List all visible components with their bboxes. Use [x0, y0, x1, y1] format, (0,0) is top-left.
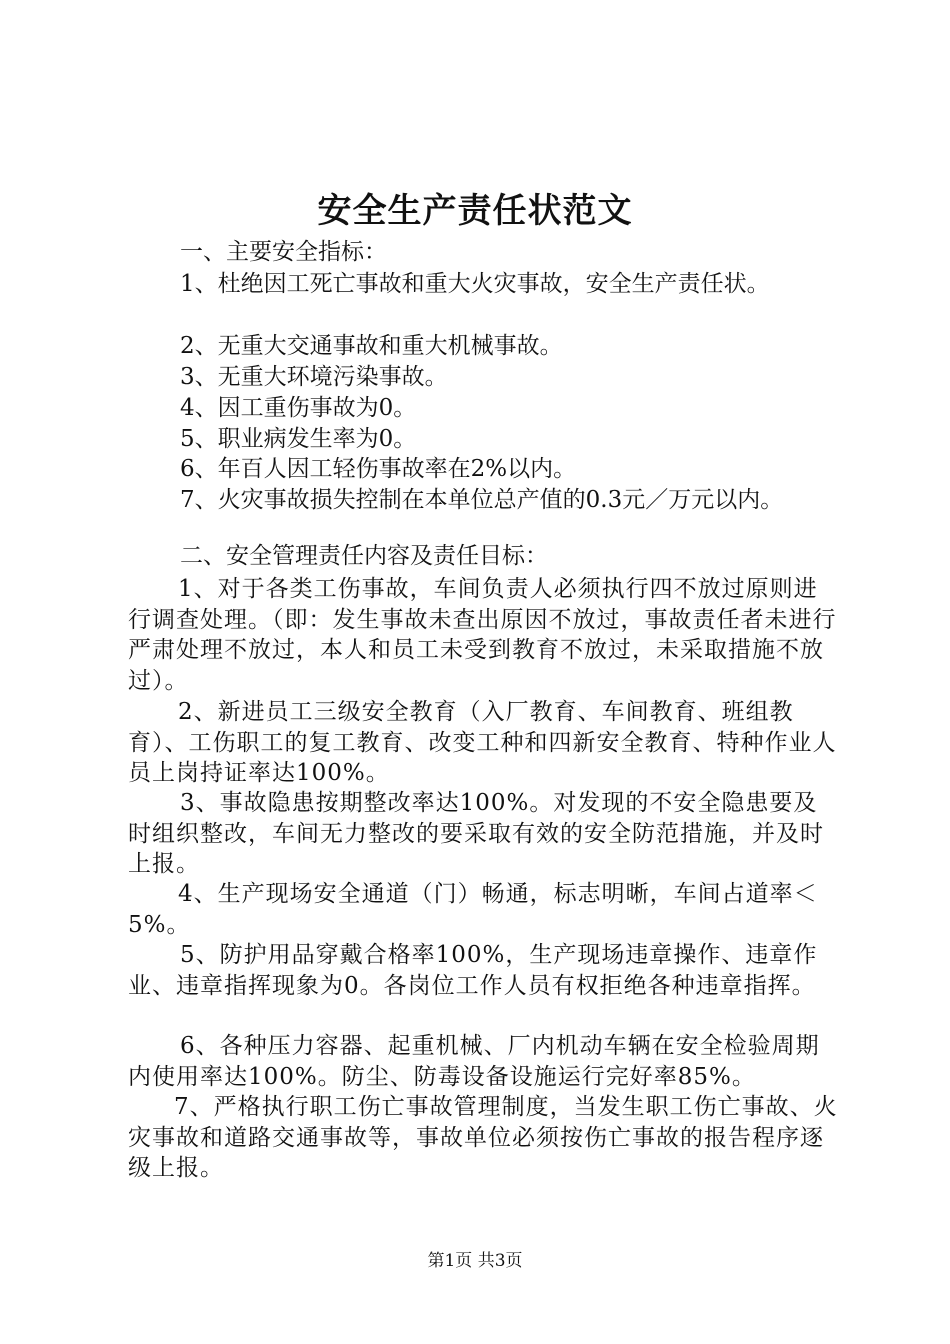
- section-heading-1: 一、主要安全指标：: [180, 239, 387, 265]
- document-title: 安全生产责任状范文: [317, 191, 633, 231]
- page-number: 第1页 共3页: [427, 1251, 523, 1271]
- section-heading-2: 二、安全管理责任内容及责任目标：: [180, 543, 548, 569]
- indicator-item: 3、无重大环境污染事故。: [180, 364, 448, 390]
- indicator-item: 4、因工重伤事故为0。: [180, 395, 417, 421]
- indicator-item: 5、职业病发生率为0。: [180, 426, 417, 452]
- responsibility-paragraph: 3、事故隐患按期整改率达100%。对发现的不安全隐患要及时组织整改，车间无力整改的要采取有效的安全防范措施，并及时上报。: [128, 790, 824, 877]
- indicator-item: 2、无重大交通事故和重大机械事故。: [180, 333, 563, 359]
- indicator-item: 7、火灾事故损失控制在本单位总产值的0.3元／万元以内。: [180, 487, 784, 513]
- responsibility-paragraph: 4、生产现场安全通道（门）畅通，标志明晰，车间占道率＜5%。: [128, 881, 818, 938]
- indicator-item: 1、杜绝因工死亡事故和重大火灾事故，安全生产责任状。: [180, 271, 770, 297]
- responsibility-paragraph: 2、新进员工三级安全教育（入厂教育、车间教育、班组教育）、工伤职工的复工教育、改变工种和四新安全教育、特种作业人员上岗持证率达100%。: [128, 699, 837, 786]
- indicator-item: 6、年百人因工轻伤事故率在2%以内。: [180, 456, 577, 482]
- responsibility-paragraph: 6、各种压力容器、起重机械、厂内机动车辆在安全检验周期内使用率达100%。防尘、防毒设备设施运行完好率85%。: [128, 1033, 820, 1090]
- responsibility-paragraph: 1、对于各类工伤事故，车间负责人必须执行四不放过原则进行调查处理。（即：发生事故未查出原因不放过，事故责任者未进行严肃处理不放过，本人和员工未受到教育不放过，未采取措施不放过）。: [128, 576, 837, 694]
- responsibility-paragraph: 7、严格执行职工伤亡事故管理制度，当发生职工伤亡事故、火灾事故和道路交通事故等，事故单位必须按伤亡事故的报告程序逐级上报。: [128, 1094, 838, 1181]
- responsibility-paragraph: 5、防护用品穿戴合格率100%，生产现场违章操作、违章作业、违章指挥现象为0。各岗位工作人员有权拒绝各种违章指挥。: [128, 942, 818, 999]
